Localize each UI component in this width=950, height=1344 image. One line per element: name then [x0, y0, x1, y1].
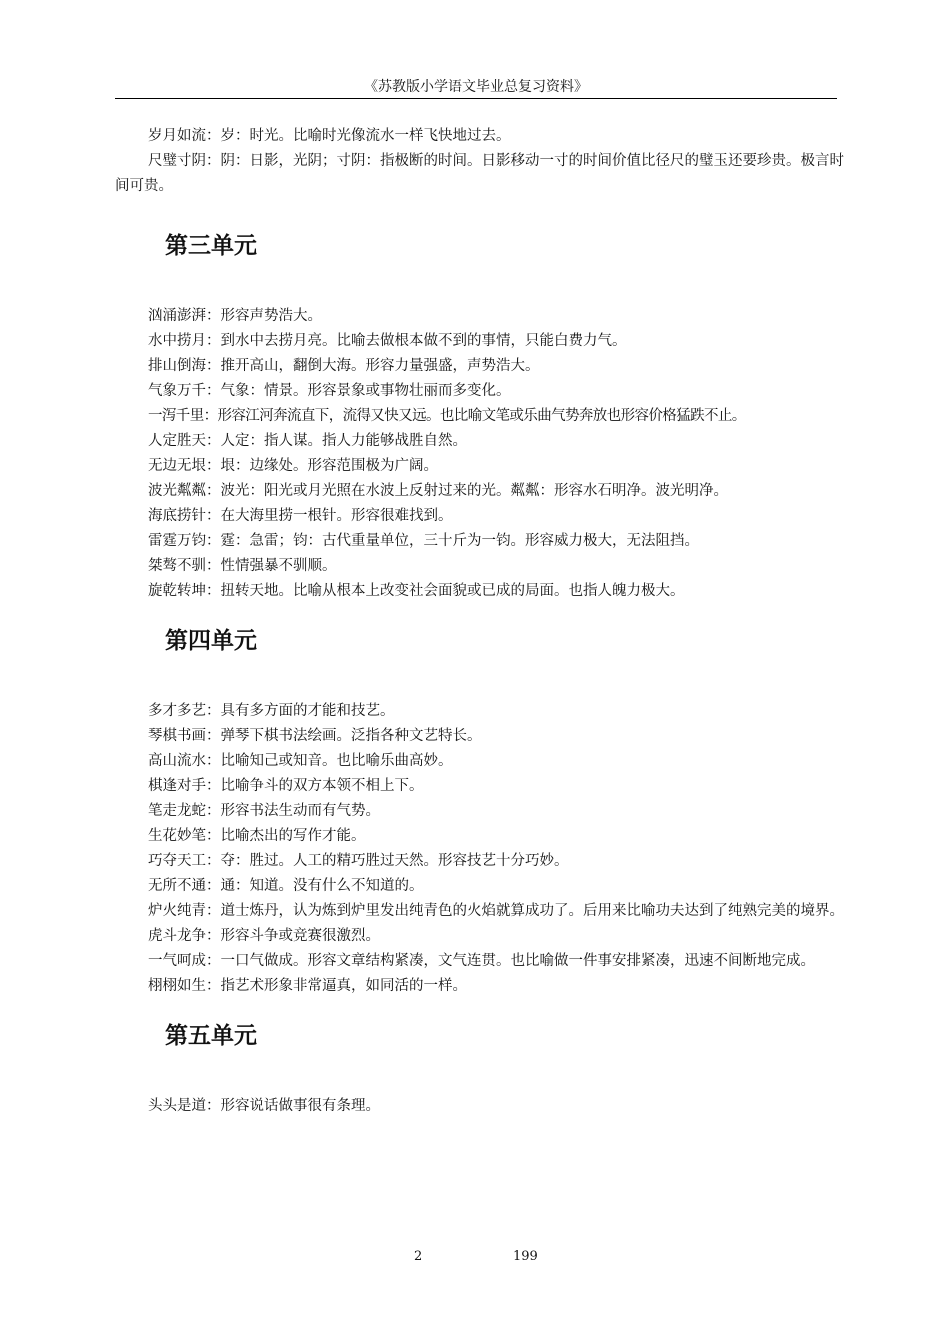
document-title: 《苏教版小学语文毕业总复习资料》 [364, 79, 588, 95]
idiom-entry: 一泻千里：形容江河奔流直下，流得又快又远。也比喻文笔或乐曲气势奔放也形容价格猛跌不止。 [148, 408, 746, 424]
idiom-entry: 头头是道：形容说话做事很有条理。 [148, 1098, 380, 1114]
section-heading: 第四单元 [165, 628, 257, 654]
idiom-entry: 波光粼粼：波光：阳光或月光照在水波上反射过来的光。粼粼：形容水石明净。波光明净。 [148, 483, 728, 499]
idiom-entry: 一气呵成：一口气做成。形容文章结构紧凑，文气连贯。也比喻做一件事安排紧凑，迅速不间断地完成。 [148, 953, 815, 969]
page-footer [0, 1248, 950, 1268]
idiom-entry: 旋乾转坤：扭转天地。比喻从根本上改变社会面貌或已成的局面。也指人魄力极大。 [148, 583, 685, 599]
idiom-entry: 高山流水：比喻知己或知音。也比喻乐曲高妙。 [148, 753, 453, 769]
document-body [115, 124, 845, 1119]
idiom-entry: 棋逢对手：比喻争斗的双方本领不相上下。 [148, 778, 424, 794]
page-header [115, 78, 837, 99]
page-number: 2 [414, 1249, 423, 1264]
idiom-entry: 多才多艺：具有多方面的才能和技艺。 [148, 703, 395, 719]
idiom-entry: 水中捞月：到水中去捞月亮。比喻去做根本做不到的事情，只能白费力气。 [148, 333, 627, 349]
idiom-entry: 尺璧寸阴：阴：日影，光阴；寸阴：指极断的时间。日影移动一寸的时间价值比径尺的璧玉还要珍贵。极言时间可贵。 [115, 153, 844, 194]
idiom-entry: 汹涌澎湃：形容声势浩大。 [148, 308, 322, 324]
section-heading: 第五单元 [165, 1023, 257, 1049]
idiom-entry: 虎斗龙争：形容斗争或竞赛很激烈。 [148, 928, 380, 944]
idiom-entry: 无边无垠：垠：边缘处。形容范围极为广阔。 [148, 458, 438, 474]
idiom-entry: 巧夺天工：夺：胜过。人工的精巧胜过天然。形容技艺十分巧妙。 [148, 853, 569, 869]
idiom-entry: 笔走龙蛇：形容书法生动而有气势。 [148, 803, 380, 819]
idiom-entry: 人定胜天：人定：指人谋。指人力能够战胜自然。 [148, 433, 467, 449]
idiom-entry: 气象万千：气象：情景。形容景象或事物壮丽而多变化。 [148, 383, 511, 399]
idiom-entry: 生花妙笔：比喻杰出的写作才能。 [148, 828, 366, 844]
idiom-entry: 无所不通：通：知道。没有什么不知道的。 [148, 878, 424, 894]
page-total: 199 [513, 1249, 538, 1264]
idiom-entry: 炉火纯青：道士炼丹，认为炼到炉里发出纯青色的火焰就算成功了。后用来比喻功夫达到了纯熟完美的境界。 [148, 903, 844, 919]
idiom-entry: 排山倒海：推开高山，翻倒大海。形容力量强盛，声势浩大。 [148, 358, 540, 374]
idiom-entry: 雷霆万钧：霆：急雷；钧：古代重量单位，三十斤为一钧。形容威力极大，无法阻挡。 [148, 533, 699, 549]
idiom-entry: 海底捞针：在大海里捞一根针。形容很难找到。 [148, 508, 453, 524]
idiom-entry: 栩栩如生：指艺术形象非常逼真，如同活的一样。 [148, 978, 467, 994]
idiom-entry: 岁月如流：岁：时光。比喻时光像流水一样飞快地过去。 [148, 128, 511, 144]
section-heading: 第三单元 [165, 233, 257, 259]
idiom-entry: 桀骜不驯：性情强暴不驯顺。 [148, 558, 337, 574]
idiom-entry: 琴棋书画：弹琴下棋书法绘画。泛指各种文艺特长。 [148, 728, 482, 744]
